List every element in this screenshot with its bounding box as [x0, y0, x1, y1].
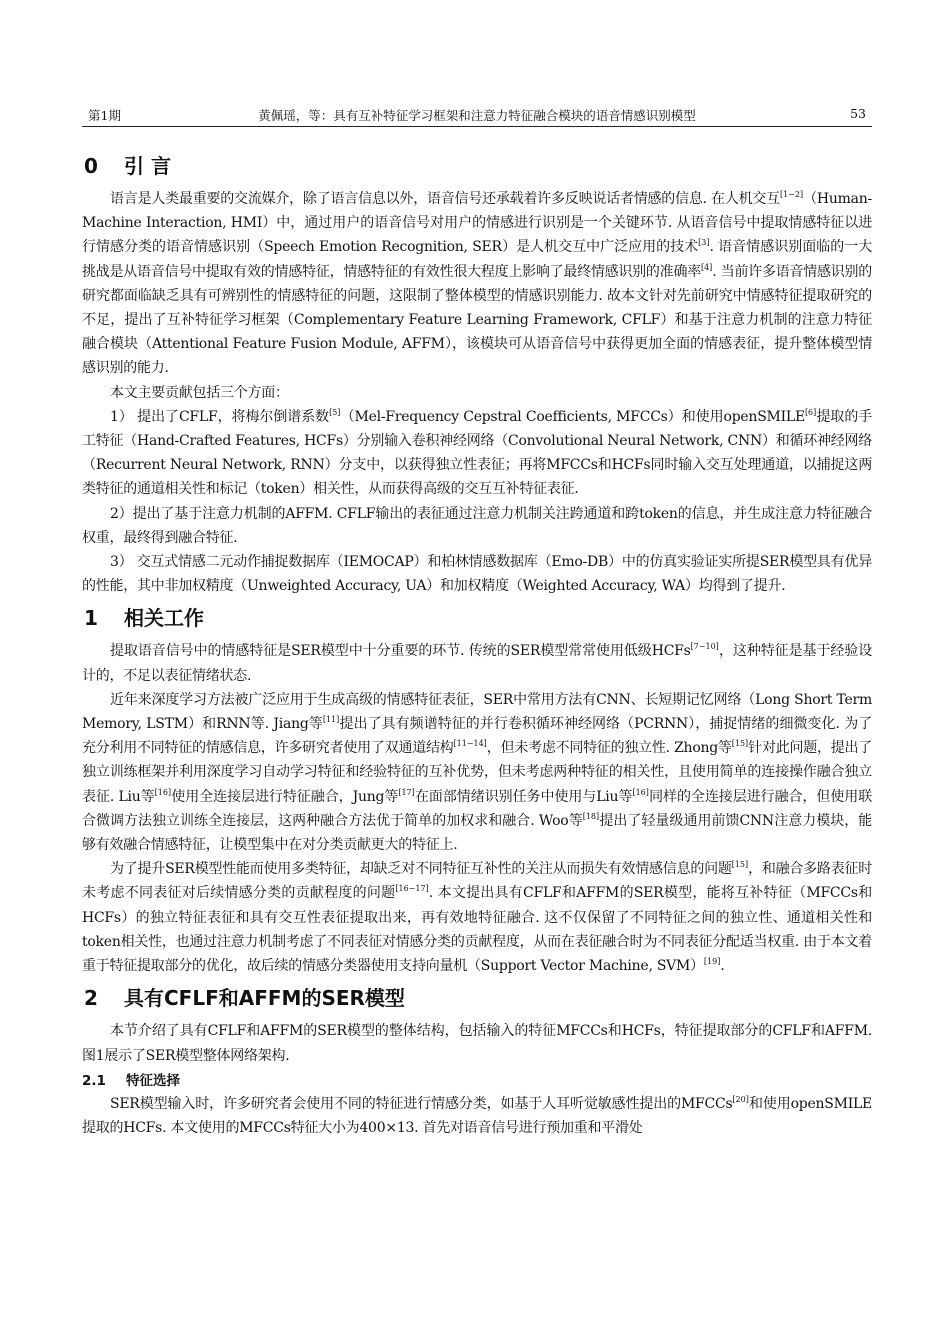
citation-ref[interactable]: [15] — [731, 860, 749, 870]
text-run: 提出了轻量级通用前馈CNN注意力模块，能够有效融合情感特征，让模型集中在对分类贡献更大的特征上. — [82, 812, 872, 854]
citation-ref[interactable]: [5] — [329, 407, 341, 417]
citation-ref[interactable]: [1−2] — [779, 190, 804, 199]
text-run: 使用全连接层进行特征融合，Jung等 — [171, 788, 399, 805]
paragraph — [82, 688, 872, 857]
section-heading-introduction — [82, 152, 872, 180]
text-run: （Mel-Frequency Cepstral Coefficients, MFCCs）和使用openSMILE — [340, 408, 805, 425]
citation-ref[interactable]: [15] — [731, 739, 749, 749]
text-run: . — [720, 958, 725, 975]
text-run: 近年来深度学习方法被广泛应用于生成高级的情感特征表征，SER中常用方法有CNN、长短期记忆网络（Long Short Term Memory, LSTM）和RNN等. Jiang等 — [82, 691, 872, 733]
paragraph — [82, 857, 872, 978]
paragraph — [82, 1092, 872, 1140]
text-run: 提取语音信号中的情感特征是SER模型中十分重要的环节. 传统的SER模型常常使用低级HCFs — [110, 643, 691, 660]
citation-ref[interactable]: [11−14] — [453, 739, 487, 749]
text-run: 2）提出了基于注意力机制的AFFM. CFLF输出的表征通过注意力机制关注跨通道和跨token的信息，并生成注意力特征融合权重，最终得到融合特征. — [82, 505, 872, 546]
citation-ref[interactable]: [4] — [700, 262, 713, 272]
section-title: 相关工作 — [124, 606, 204, 631]
text-run: 3） 交互式情感二元动作捕捉数据库（IEMOCAP）和柏林情感数据库（Emo-DB）中的仿真实验证实所提SER模型具有优异的性能，其中非加权精度（Unweighted Accuracy, UA）和加权精度（Weighted Accuracy, WA）均得到了提升. — [82, 554, 872, 595]
section-title: 引 言 — [124, 154, 171, 178]
text-run: . 当前许多语音情感识别的研究都面临缺乏具有可辨别性的情感特征的问题，这限制了整体模型的情感识别能力. 故本文针对先前研究中情感特征提取研究的不足，提出了互补特征学习框架（Complementary Feature Learning Framework, CFLF）和基于注意力机制的注意力特征融合模块（Attentional Feature Fusion Module, AFFM），该模块可从语音信号中获得更加全面的情感表征，提升整体模型情感识别的能力. — [82, 263, 872, 377]
text-run: （Human-Machine Interaction, HMI）中，通过用户的语音信号对用户的情感进行识别是一个关键环节. 从语音信号中提取情感特征以进行情感分类的语音情感识别（Speech Emotion Recognition, SER）是人机交互中广泛应用的技术 — [82, 191, 872, 256]
citation-ref[interactable]: [19] — [703, 957, 721, 967]
subsection-number: 2.1 — [82, 1072, 106, 1089]
text-run: ，这种特征是基于经验设计的，不足以表征情绪状态. — [82, 643, 873, 684]
text-run: 在面部情绪识别任务中使用与Liu等 — [414, 788, 633, 805]
section-heading-model — [82, 984, 872, 1012]
subsection-heading-feature-selection — [82, 1070, 872, 1092]
text-run: 针对此问题，提出了独立训练框架并利用深度学习自动学习特征和经验特征的互补优势，但未考虑两种特征的相关性，且使用简单的连接操作融合独立表征. Liu等 — [82, 740, 872, 805]
section-number: 1 — [84, 606, 98, 631]
citation-ref[interactable]: [3] — [698, 238, 710, 248]
paragraph — [82, 550, 872, 598]
paragraph — [82, 381, 872, 405]
text-run: 提取的手工特征（Hand-Crafted Features, HCFs）分别输入卷积神经网络（Convolutional Neural Network, CNN）和循环神经网络（Recurrent Neural Network, RNN）分支中，以获得独立性表征；再将MFCCs和HCFs同时输入交互处理通道，以捕捉这两类特征的通道相关性和标记（token）相关性，从而获得高级的交互互补特征表征. — [82, 408, 873, 498]
running-title: 黄佩瑶，等：具有互补特征学习框架和注意力特征融合模块的语音情感识别模型 — [258, 108, 696, 123]
section-number: 2 — [84, 986, 98, 1011]
text-run: ，和融合多路表征时未考虑不同表征对后续情感分类的贡献程度的问题 — [82, 861, 872, 902]
paragraph — [82, 405, 872, 502]
text-run: . 语音情感识别面临的一大挑战是从语音信号中提取有效的情感特征，情感特征的有效性很大程度上影响了最终情感识别的准确率 — [82, 239, 872, 280]
text-run: 语言是人类最重要的交流媒介，除了语言信息以外，语音信号还承载着许多反映说话者情感的信息. 在人机交互 — [110, 191, 780, 207]
citation-ref[interactable]: [17] — [398, 787, 415, 797]
citation-ref[interactable]: [16] — [154, 787, 172, 797]
paragraph — [82, 502, 872, 550]
running-header — [82, 104, 872, 127]
journal-issue: 第1期 — [88, 108, 121, 123]
text-run: SER模型输入时，许多研究者会使用不同的特征进行情感分类，如基于人耳听觉敏感性提出的MFCCs — [110, 1095, 733, 1112]
text-run: 为了提升SER模型性能而使用多类特征，却缺乏对不同特征互补性的关注从而损失有效情感信息的问题 — [110, 861, 732, 878]
text-run: 同样的全连接层进行融合，但使用联合微调方法独立训练全连接层，这两种融合方法优于简单的加权求和融合. Woo等 — [82, 788, 873, 829]
citation-ref[interactable]: [18] — [582, 811, 600, 821]
text-run: 本节介绍了具有CFLF和AFFM的SER模型的整体结构，包括输入的特征MFCCs和HCFs，特征提取部分的CFLF和AFFM. 图1展示了SER模型整体网络架构. — [82, 1023, 872, 1064]
section-heading-related-work — [82, 604, 872, 632]
section-number: 0 — [84, 154, 98, 178]
citation-ref[interactable]: [7−10] — [690, 642, 719, 652]
paragraph — [82, 187, 872, 381]
text-run: 1） 提出了CFLF，将梅尔倒谱系数 — [110, 408, 330, 425]
text-run: 和使用openSMILE提取的HCFs. 本文使用的MFCCs特征大小为400×13. 首先对语音信号进行预加重和平滑处 — [82, 1095, 872, 1136]
text-run: 提出了具有频谱特征的并行卷积循环神经网络（PCRNN），捕捉情绪的细微变化. 为了充分利用不同特征的情感信息，许多研究者使用了双通道结构 — [82, 716, 872, 757]
text-run: ，但未考虑不同特征的独立性. Zhong等 — [486, 740, 732, 757]
citation-ref[interactable]: [16−17] — [395, 884, 429, 894]
section-title: 具有CFLF和AFFM的SER模型 — [124, 986, 405, 1011]
citation-ref[interactable]: [16] — [632, 787, 649, 797]
citation-ref[interactable]: [20] — [732, 1094, 749, 1104]
paragraph — [82, 639, 872, 687]
text-run: 本文主要贡献包括三个方面： — [110, 384, 289, 401]
paragraph — [82, 1019, 872, 1067]
citation-ref[interactable]: [6] — [804, 407, 817, 417]
page-number: 53 — [850, 106, 866, 121]
citation-ref[interactable]: [11] — [322, 715, 340, 725]
article-body — [82, 146, 872, 1140]
subsection-title: 特征选择 — [126, 1072, 180, 1089]
text-run: . 本文提出具有CFLF和AFFM的SER模型，能将互补特征（MFCCs和HCFs）的独立特征表征和具有交互性表征提取出来，再有效地特征融合. 这不仅保留了不同特征之间的独立性、通道相关性和token相关性，也通过注意力机制考虑了不同表征对情感分类的贡献程度，从而在表征融合时为不同表征分配适当权重. 由于本文着重于特征提取部分的优化，故后续的情感分类器使用支持向量机（Support Vector Machine, SVM） — [82, 885, 873, 975]
